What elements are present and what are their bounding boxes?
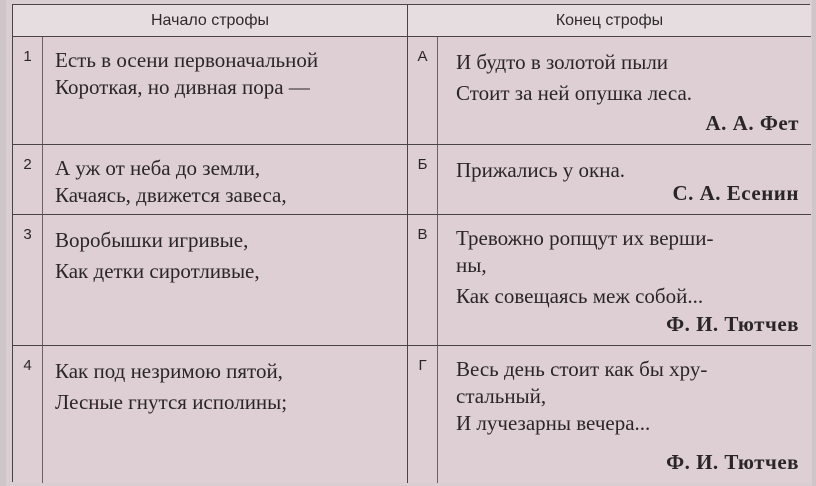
author-name: А. А. Фет [705, 111, 799, 135]
poem-line: Есть в осени первоначальной [55, 48, 319, 72]
table-row-4-start [13, 346, 408, 483]
table-row-1-end [408, 37, 811, 145]
row-number: 4 [13, 346, 43, 483]
header-stanza-start: Начало строфы [13, 5, 408, 37]
table-row-1-start [13, 37, 408, 145]
poem-line: Лесные гнутся исполины; [55, 390, 288, 414]
stanza-start-text [55, 225, 397, 287]
poem-line: ны, [456, 253, 487, 277]
poem-line: Прижались у окна. [456, 158, 626, 182]
author-name: Ф. И. Тютчев [666, 450, 799, 474]
table-row-2-end [408, 145, 811, 215]
row-letter: Б [408, 145, 438, 214]
table-row-3-end [408, 215, 811, 346]
author-name: С. А. Есенин [672, 181, 799, 205]
stanza-end-text [456, 225, 801, 310]
stanza-end-text [456, 356, 801, 437]
table-row-2-start [13, 145, 408, 215]
row-letter: Г [408, 346, 438, 483]
table-row-3-start [13, 215, 408, 346]
poem-line: Весь день стоит как бы хру- [456, 357, 708, 381]
poem-line: И будто в золотой пыли [456, 50, 669, 74]
poem-line: Качаясь, движется завеса, [55, 183, 287, 207]
poem-line: Как под незримою пятой, [55, 359, 283, 383]
row-number: 2 [13, 145, 43, 214]
poem-line: Короткая, но дивная пора — [55, 75, 310, 99]
poem-line: стальный, [456, 384, 547, 408]
poem-line: Как совещаясь меж собой... [456, 284, 704, 308]
poem-line: А уж от неба до земли, [55, 156, 261, 180]
stanza-start-text [55, 155, 397, 209]
poem-line: Стоит за ней опушка леса. [456, 81, 693, 105]
row-letter: В [408, 215, 438, 345]
stanza-start-text [55, 356, 397, 418]
row-number: 1 [13, 37, 43, 144]
poem-line: Воробышки игривые, [55, 228, 249, 252]
stanza-start-text [55, 47, 397, 101]
row-number: 3 [13, 215, 43, 345]
stanza-end-text [456, 47, 801, 109]
poem-line: И лучезарны вечера... [456, 411, 651, 435]
poem-line: Тревожно ропщут их верши- [456, 226, 714, 250]
poem-line: Как детки сиротливые, [55, 259, 260, 283]
header-stanza-end: Конец строфы [408, 5, 811, 37]
table-row-4-end [408, 346, 811, 483]
matching-table [12, 4, 810, 482]
row-letter: А [408, 37, 438, 144]
author-name: Ф. И. Тютчев [666, 312, 799, 336]
